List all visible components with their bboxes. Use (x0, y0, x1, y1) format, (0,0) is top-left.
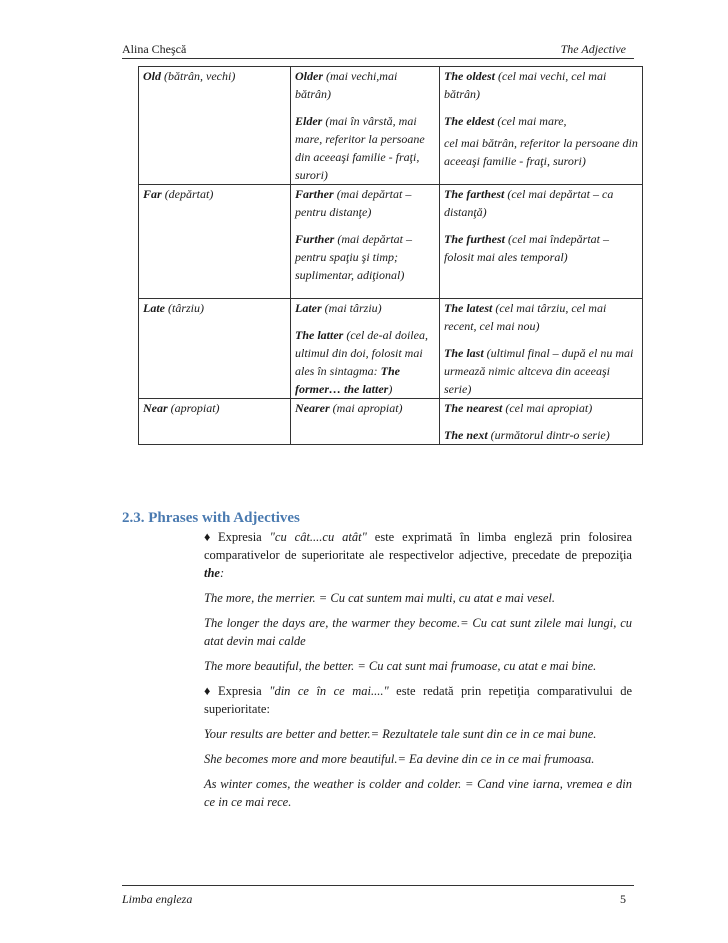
superlative-gloss: (cel mai târziu, cel mai recent, cel mai nou) (444, 301, 607, 333)
adjective-word: Old (143, 69, 161, 83)
superlative-entry (444, 112, 638, 130)
example-sentence: The more beautiful, the better. = Cu cat sunt mai frumoase, cu atat e mai bine. (204, 659, 597, 673)
rule-text: este redată prin repetiţia comparativului de superioritate: (204, 684, 632, 716)
table-cell-positive (139, 67, 291, 185)
superlative-gloss-continued: cel mai bătrân, referitor la persoane din aceeaşi familie - fraţi, surori) (444, 136, 638, 168)
comparative-gloss: (mai apropiat) (329, 401, 403, 415)
comparative-gloss-end: ) (388, 382, 393, 396)
comparative-entry (295, 112, 435, 184)
example-sentence: As winter comes, the weather is colder and colder. = Cand vine iarna, vremea e din ce in ce mai rece. (204, 777, 632, 809)
table-cell-positive (139, 185, 291, 299)
adjective-word: Far (143, 187, 162, 201)
comparative-word: The latter (295, 328, 344, 342)
rule-text: Expresia (218, 530, 270, 544)
comparative-gloss: (mai depărtat – pentru spaţiu şi timp; suplimentar, adiţional) (295, 232, 413, 282)
header-author: Alina Cheşcă (122, 42, 187, 56)
table-cell-comparative (291, 185, 440, 299)
example-sentence: The more, the merrier. = Cu cat suntem mai multi, cu atat e mai vesel. (204, 591, 555, 605)
superlative-entry (444, 230, 638, 266)
example-sentence: The longer the days are, the warmer they become.= Cu cat sunt zilele mai lungi, cu atat devin mai calde (204, 616, 632, 648)
comparative-entry (295, 230, 435, 284)
superlative-gloss: (cel mai mare, (494, 114, 567, 128)
superlative-entry (444, 299, 638, 335)
table-row (139, 399, 643, 445)
table-cell-superlative (440, 67, 643, 185)
section-body (204, 528, 632, 818)
table-cell-superlative (440, 399, 643, 445)
table-row (139, 299, 643, 399)
comparative-gloss: (cel de-al doilea, ultimul din doi, folosit mai ales în sintagma: (295, 328, 428, 378)
header-topic: The Adjective (560, 42, 626, 56)
comparative-entry (295, 67, 435, 103)
table-row (139, 185, 643, 299)
page-number: 5 (620, 892, 626, 906)
superlative-gloss: (ultimul final – după el nu mai urmează nimic altceva din aceeaşi serie) (444, 346, 634, 396)
superlative-gloss: (cel mai vechi, cel mai bătrân) (444, 69, 607, 101)
table-row (139, 67, 643, 185)
comparative-phrase: The former… the latter (295, 364, 401, 396)
comparative-entry (295, 326, 435, 398)
superlative-gloss: (cel mai apropiat) (502, 401, 593, 415)
superlative-entry (444, 399, 638, 417)
comparative-word: Nearer (295, 401, 330, 415)
adjective-gloss: (târziu) (165, 301, 204, 315)
comparative-word: Farther (295, 187, 334, 201)
comparative-entry (295, 299, 435, 317)
diamond-bullet-icon: ♦ (204, 530, 211, 544)
rule-text-end: : (219, 566, 225, 580)
adjective-gloss: (bătrân, vechi) (161, 69, 236, 83)
paragraph-rule-2 (204, 682, 632, 718)
comparative-gloss: (mai depărtat – pentru distanţe) (295, 187, 412, 219)
comparative-entry (295, 399, 435, 417)
adjective-word: Near (143, 401, 168, 415)
superlative-word: The next (444, 428, 488, 442)
superlative-word: The latest (444, 301, 493, 315)
example-sentence: She becomes more and more beautiful.= Ea devine din ce in ce mai frumoasa. (204, 752, 595, 766)
rule-text: este exprimată în limba engleză prin folosirea comparativelor de superioritate ale respectivelor adjective, precedate de prepoziţia (204, 530, 633, 562)
comparative-gloss: (mai vechi,mai bătrân) (295, 69, 398, 101)
superlative-gloss: (cel mai depărtat – ca distanţă) (444, 187, 614, 219)
superlative-word: The eldest (444, 114, 495, 128)
adjective-gloss: (apropiat) (167, 401, 220, 415)
comparative-word: Further (295, 232, 335, 246)
superlative-word: The nearest (444, 401, 503, 415)
diamond-bullet-icon: ♦ (204, 684, 211, 698)
table-cell-comparative (291, 399, 440, 445)
page-header (122, 40, 634, 59)
comparative-gloss: (mai târziu) (321, 301, 382, 315)
rule-text: Expresia (218, 684, 270, 698)
comparative-gloss: (mai în vârstă, mai mare, referitor la persoane din aceeaşi familie - fraţi, surori) (295, 114, 425, 182)
adjective-word: Late (143, 301, 165, 315)
table-cell-comparative (291, 299, 440, 399)
rule-expression: "din ce în ce mai...." (269, 684, 389, 698)
table-cell-superlative (440, 185, 643, 299)
superlative-gloss: (următorul dintr-o serie) (487, 428, 610, 442)
superlative-entry (444, 344, 638, 398)
superlative-word: The oldest (444, 69, 495, 83)
page-footer (122, 885, 634, 906)
superlative-entry (444, 185, 638, 221)
table-cell-comparative (291, 67, 440, 185)
comparative-word: Later (295, 301, 322, 315)
superlative-word: The farthest (444, 187, 505, 201)
table-cell-positive (139, 299, 291, 399)
section-heading: 2.3. Phrases with Adjectives (122, 510, 300, 526)
table-cell-positive (139, 399, 291, 445)
superlative-entry (444, 67, 638, 103)
example-sentence: Your results are better and better.= Rezultatele tale sunt din ce in ce mai bune. (204, 727, 597, 741)
superlative-word: The last (444, 346, 484, 360)
paragraph-rule-1 (204, 528, 632, 582)
comparative-word: Elder (295, 114, 323, 128)
superlative-gloss: (cel mai îndepărtat – folosit mai ales temporal) (444, 232, 609, 264)
comparative-word: Older (295, 69, 323, 83)
comparison-table (138, 66, 643, 445)
table-cell-superlative (440, 299, 643, 399)
comparative-entry (295, 185, 435, 221)
superlative-entry (444, 426, 638, 444)
rule-expression: "cu cât....cu atât" (269, 530, 367, 544)
adjective-gloss: (depărtat) (161, 187, 214, 201)
rule-keyword: the (204, 566, 220, 580)
footer-subject: Limba engleza (122, 892, 193, 906)
superlative-word: The furthest (444, 232, 506, 246)
